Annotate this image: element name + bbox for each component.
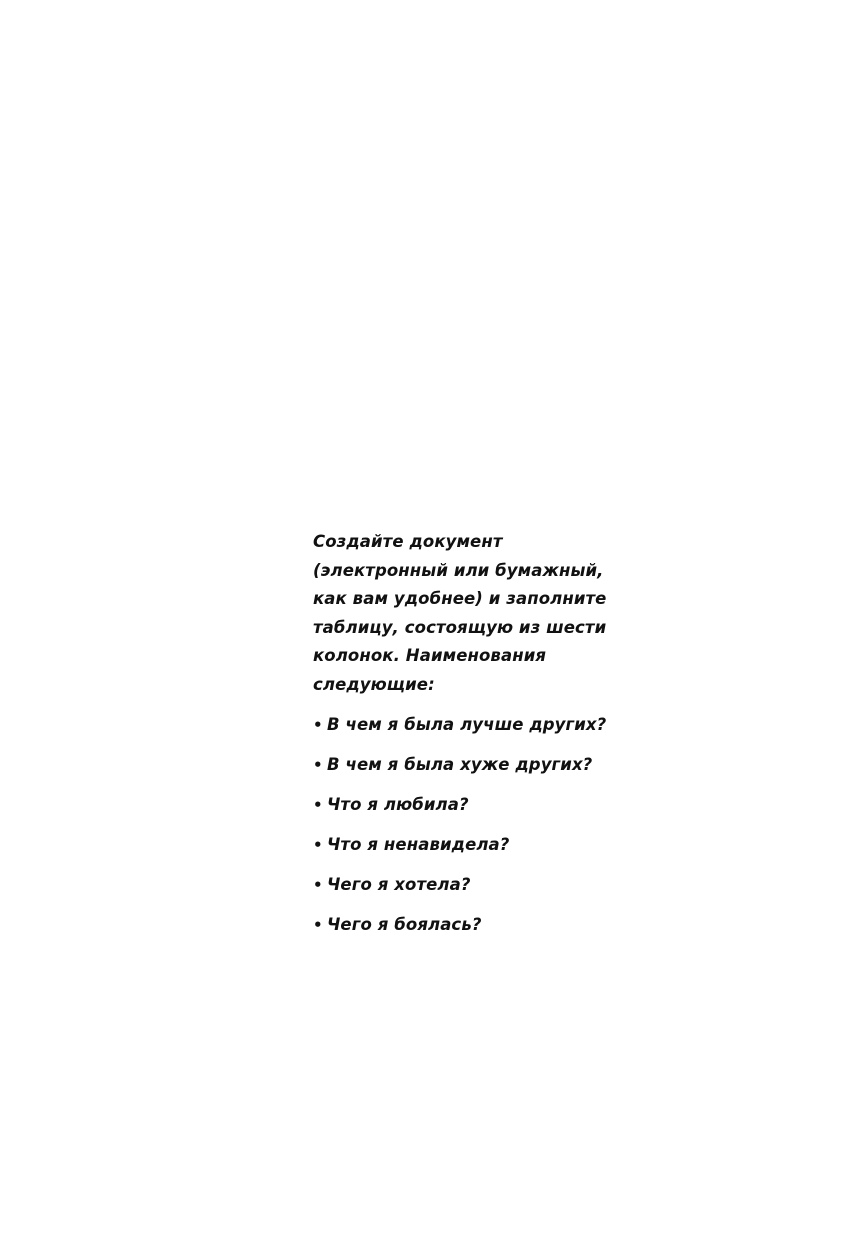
list-item-label: В чем я была хуже других?	[327, 755, 593, 774]
intro-paragraph: Создайте документ (электронный или бумажный, как вам удобнее) и заполните таблицу, состоящую из шести колонок. Наименования следующие:	[313, 532, 607, 694]
list-item-label: Чего я хотела?	[327, 875, 471, 894]
question-list	[313, 713, 633, 937]
bullet-icon: •	[313, 876, 323, 894]
list-item-label: Что я ненавидела?	[327, 835, 510, 854]
bullet-icon: •	[313, 836, 323, 854]
list-item	[313, 873, 633, 897]
list-item	[313, 753, 633, 777]
list-item	[313, 833, 633, 857]
list-item-label: Чего я боялась?	[327, 915, 482, 934]
list-item	[313, 793, 633, 817]
list-item-label: В чем я была лучше других?	[327, 715, 607, 734]
bullet-icon: •	[313, 796, 323, 814]
list-item	[313, 713, 633, 737]
text-block	[313, 528, 633, 937]
bullet-icon: •	[313, 716, 323, 734]
bullet-icon: •	[313, 756, 323, 774]
bullet-icon: •	[313, 916, 323, 934]
list-item	[313, 913, 633, 937]
list-item-label: Что я любила?	[327, 795, 469, 814]
